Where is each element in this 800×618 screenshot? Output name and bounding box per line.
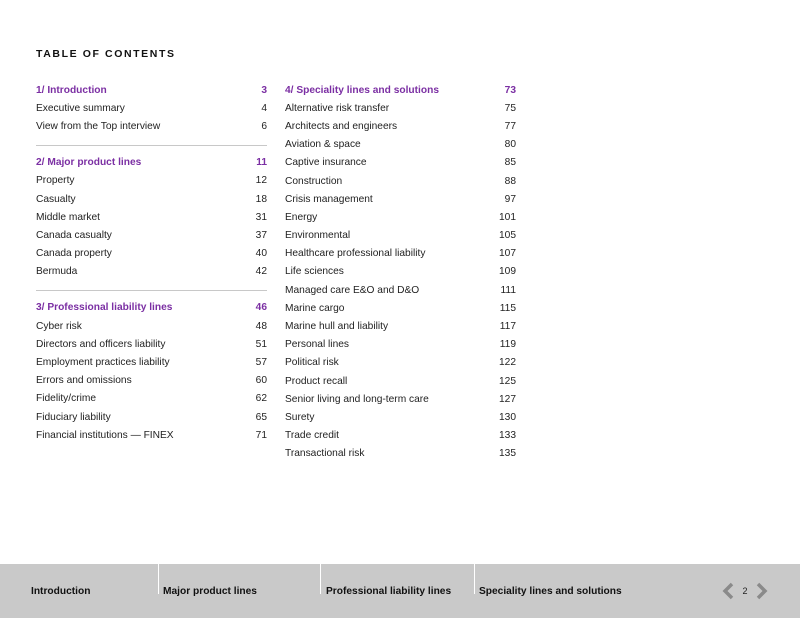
toc-item-page: 80 xyxy=(504,139,516,151)
toc-item-page: 105 xyxy=(499,230,516,242)
toc-item[interactable] xyxy=(285,154,516,172)
toc-item-page: 117 xyxy=(499,321,516,333)
toc-item-label: Directors and officers liability xyxy=(36,338,166,350)
toc-item-page: 122 xyxy=(499,357,516,369)
section-page: 73 xyxy=(504,84,516,96)
toc-item[interactable] xyxy=(285,208,516,226)
toc-item-label: View from the Top interview xyxy=(36,120,161,132)
toc-section-header[interactable] xyxy=(285,81,516,99)
toc-item-label: Property xyxy=(36,175,75,187)
toc-item-page: 107 xyxy=(499,248,516,260)
toc-item-label: Middle market xyxy=(36,211,100,223)
toc-item-label: Marine hull and liability xyxy=(285,321,389,333)
section-label: 4/ Speciality lines and solutions xyxy=(285,84,439,96)
toc-item[interactable] xyxy=(285,227,516,245)
toc-item-page: 31 xyxy=(255,211,267,223)
toc-item-label: Canada property xyxy=(36,248,112,260)
section-label: 2/ Major product lines xyxy=(36,157,142,169)
toc-item-label: Errors and omissions xyxy=(36,375,132,387)
toc-item[interactable] xyxy=(285,317,516,335)
toc-item-label: Financial institutions — FINEX xyxy=(36,429,174,441)
toc-item-page: 127 xyxy=(499,393,516,405)
footer-divider xyxy=(474,564,475,594)
toc-item-page: 101 xyxy=(499,211,516,223)
toc-item-page: 60 xyxy=(255,375,267,387)
toc-section-header[interactable] xyxy=(36,81,267,99)
toc-right-column xyxy=(285,81,516,463)
footer-nav-major-product-lines[interactable]: Major product lines xyxy=(163,585,257,597)
toc-item[interactable] xyxy=(285,281,516,299)
section-page: 11 xyxy=(256,157,267,169)
toc-item-page: 65 xyxy=(255,411,267,423)
toc-item[interactable] xyxy=(285,372,516,390)
toc-item[interactable] xyxy=(36,408,267,426)
toc-item-page: 77 xyxy=(504,120,516,132)
toc-item-label: Product recall xyxy=(285,375,348,387)
toc-item-page: 62 xyxy=(255,393,267,405)
toc-item[interactable] xyxy=(285,190,516,208)
toc-item[interactable] xyxy=(36,226,267,244)
toc-item-page: 119 xyxy=(499,339,516,351)
toc-item-page: 18 xyxy=(255,193,267,205)
toc-item-label: Alternative risk transfer xyxy=(285,102,390,114)
toc-item-page: 97 xyxy=(504,193,516,205)
toc-item-label: Transactional risk xyxy=(285,448,365,460)
toc-item[interactable] xyxy=(285,299,516,317)
toc-item-label: Trade credit xyxy=(285,430,339,442)
toc-item-page: 51 xyxy=(255,338,267,350)
toc-item[interactable] xyxy=(285,172,516,190)
toc-item-page: 4 xyxy=(261,102,267,114)
toc-item-page: 125 xyxy=(499,375,516,387)
toc-item-label: Healthcare professional liability xyxy=(285,248,426,260)
toc-item-page: 37 xyxy=(255,229,267,241)
toc-section-header[interactable] xyxy=(36,154,267,172)
section-label: 3/ Professional liability lines xyxy=(36,302,173,314)
toc-item[interactable] xyxy=(36,208,267,226)
toc-item[interactable] xyxy=(36,317,267,335)
toc-item[interactable] xyxy=(36,117,267,135)
toc-item-label: Captive insurance xyxy=(285,157,367,169)
toc-item-page: 6 xyxy=(261,120,267,132)
toc-item-page: 40 xyxy=(255,248,267,260)
toc-item-label: Construction xyxy=(285,175,343,187)
toc-item-page: 133 xyxy=(499,430,516,442)
toc-item-label: Employment practices liability xyxy=(36,357,170,369)
toc-item[interactable] xyxy=(285,136,516,154)
toc-item-page: 109 xyxy=(499,266,516,278)
footer-nav-introduction[interactable]: Introduction xyxy=(31,585,91,597)
toc-item[interactable] xyxy=(285,427,516,445)
toc-item[interactable] xyxy=(36,335,267,353)
section-label: 1/ Introduction xyxy=(36,84,107,96)
toc-item[interactable] xyxy=(36,353,267,371)
toc-item-label: Bermuda xyxy=(36,266,78,278)
pager xyxy=(722,564,768,618)
toc-item[interactable] xyxy=(285,390,516,408)
toc-item-label: Crisis management xyxy=(285,193,373,205)
toc-item-label: Architects and engineers xyxy=(285,120,398,132)
footer-nav-speciality-lines[interactable]: Speciality lines and solutions xyxy=(479,585,622,597)
toc-item-label: Political risk xyxy=(285,357,339,369)
footer-divider xyxy=(320,564,321,594)
toc-item-page: 130 xyxy=(499,411,516,423)
toc-item-page: 42 xyxy=(255,266,267,278)
section-divider xyxy=(36,145,267,146)
toc-item-label: Life sciences xyxy=(285,266,344,278)
toc-item[interactable] xyxy=(285,99,516,117)
footer-nav-professional-liability-lines[interactable]: Professional liability lines xyxy=(326,585,452,597)
toc-item-label: Executive summary xyxy=(36,102,125,114)
toc-item-label: Managed care E&O and D&O xyxy=(285,284,420,296)
toc-item-label: Surety xyxy=(285,411,315,423)
section-page: 3 xyxy=(261,84,267,96)
toc-item-label: Environmental xyxy=(285,230,351,242)
footer-nav-bar xyxy=(0,564,800,618)
toc-item[interactable] xyxy=(285,117,516,135)
toc-item-label: Marine cargo xyxy=(285,302,345,314)
toc-item-page: 75 xyxy=(504,102,516,114)
toc-item[interactable] xyxy=(285,245,516,263)
toc-left-column xyxy=(36,81,267,444)
toc-item-page: 85 xyxy=(504,157,516,169)
toc-item-label: Casualty xyxy=(36,193,76,205)
footer-divider xyxy=(158,564,159,594)
toc-item-page: 12 xyxy=(255,175,267,187)
section-divider xyxy=(36,290,267,291)
toc-item[interactable] xyxy=(285,354,516,372)
toc-item[interactable] xyxy=(36,190,267,208)
toc-item-label: Fidelity/crime xyxy=(36,393,97,405)
page-number: 2 xyxy=(742,586,748,596)
toc-item-page: 111 xyxy=(500,284,516,296)
toc-item-label: Senior living and long-term care xyxy=(285,393,429,405)
toc-item[interactable] xyxy=(36,172,267,190)
toc-item-label: Energy xyxy=(285,211,318,223)
toc-item-page: 135 xyxy=(499,448,516,460)
toc-item[interactable] xyxy=(285,408,516,426)
toc-item[interactable] xyxy=(36,245,267,263)
toc-section-header[interactable] xyxy=(36,299,267,317)
toc-item-page: 57 xyxy=(255,357,267,369)
toc-item-label: Fiduciary liability xyxy=(36,411,111,423)
toc-item-label: Canada casualty xyxy=(36,229,112,241)
toc-item[interactable] xyxy=(36,263,267,281)
toc-item[interactable] xyxy=(285,445,516,463)
toc-item-page: 88 xyxy=(504,175,516,187)
toc-item[interactable] xyxy=(36,390,267,408)
toc-item[interactable] xyxy=(285,263,516,281)
toc-item[interactable] xyxy=(36,426,267,444)
chevron-left-icon[interactable] xyxy=(722,582,734,600)
toc-item[interactable] xyxy=(36,99,267,117)
section-page: 46 xyxy=(255,302,267,314)
toc-item[interactable] xyxy=(36,372,267,390)
page-title: TABLE OF CONTENTS xyxy=(36,48,176,60)
toc-item-page: 48 xyxy=(255,320,267,332)
toc-item-label: Cyber risk xyxy=(36,320,82,332)
toc-item-page: 71 xyxy=(255,429,267,441)
toc-item-label: Personal lines xyxy=(285,339,349,351)
chevron-right-icon[interactable] xyxy=(756,582,768,600)
toc-item-label: Aviation & space xyxy=(285,139,361,151)
toc-item[interactable] xyxy=(285,336,516,354)
toc-item-page: 115 xyxy=(499,302,516,314)
